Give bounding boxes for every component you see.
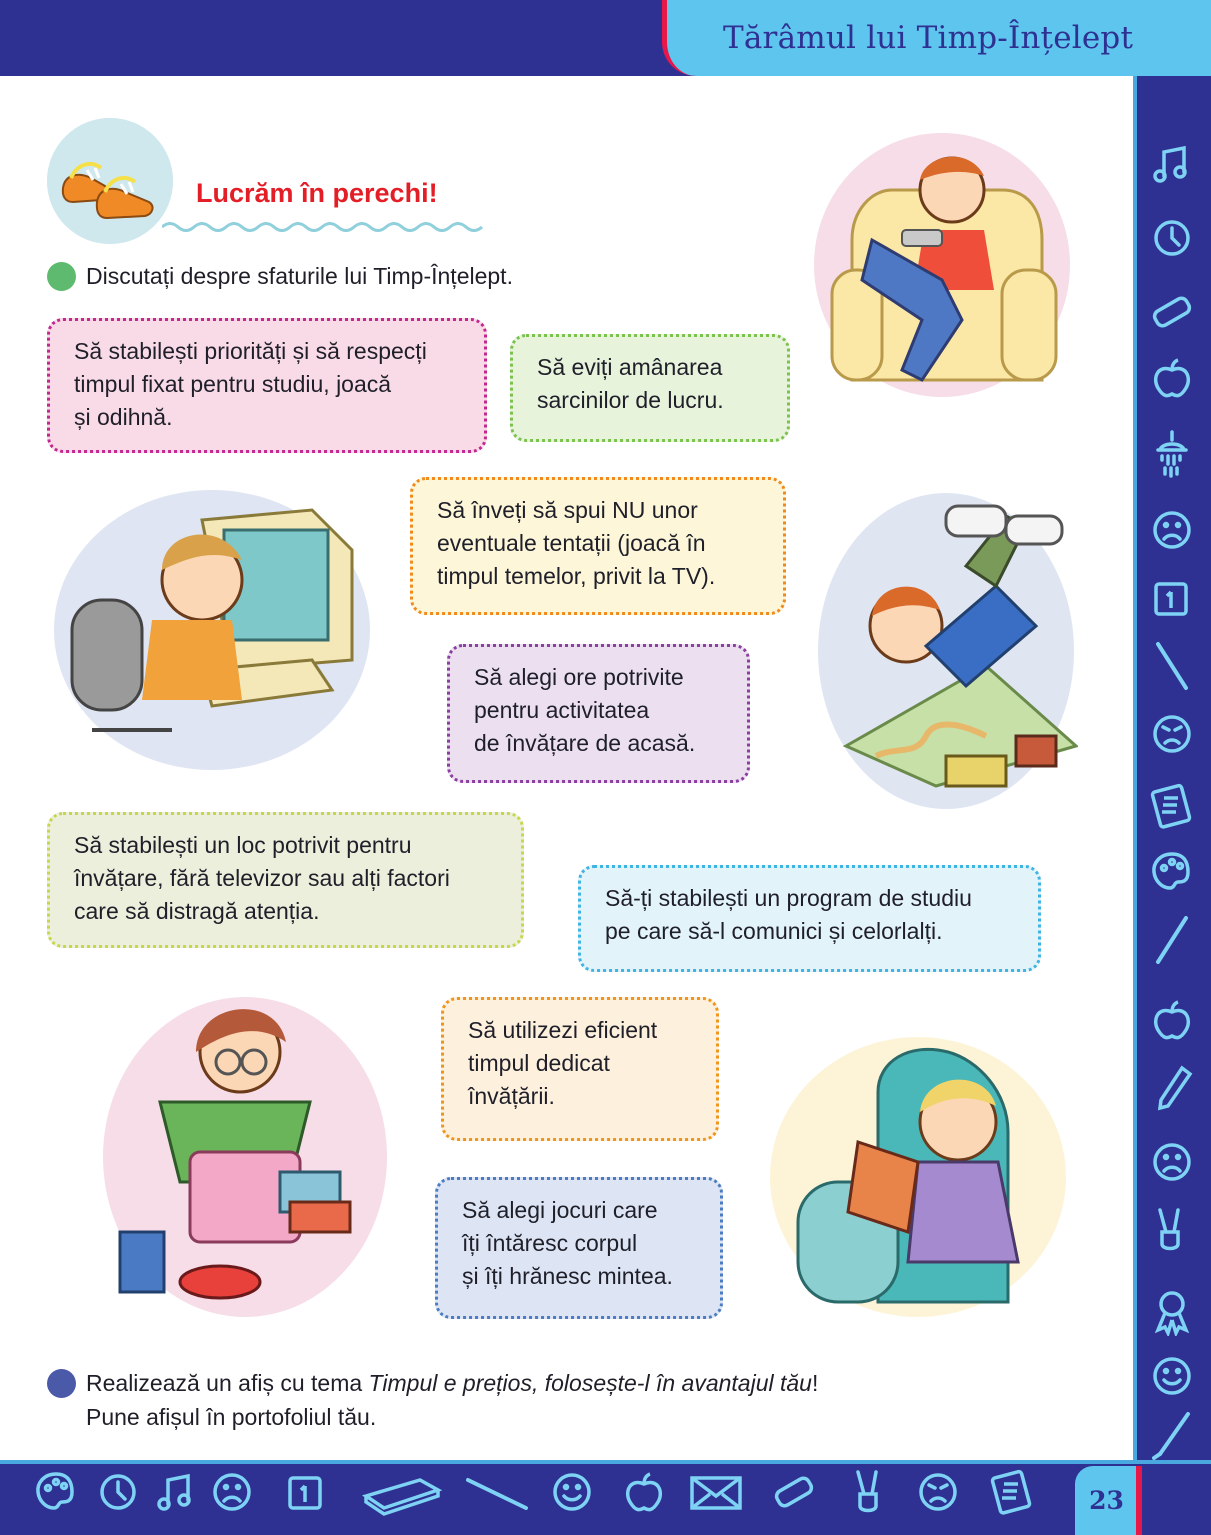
- poster-task-line-2: Pune afișul în portofoliul tău.: [86, 1404, 377, 1430]
- pencil-icon: [1146, 1062, 1198, 1114]
- book-icon-bottom: [360, 1466, 444, 1518]
- poster-task-line-1: [86, 1366, 818, 1400]
- soap-icon: [1146, 286, 1198, 338]
- shoes-badge: [47, 118, 173, 244]
- advice-box-say-no: Să înveți să spui NU unor eventuale tentații (joacă în timpul temelor, privit la TV).: [410, 477, 786, 615]
- advice-box-study-hours: Să alegi ore potrivite pentru activitatea de învățare de acasă.: [447, 644, 750, 783]
- poster-task-prefix: Realizează un afiș cu tema: [86, 1370, 369, 1396]
- clock-icon: [1146, 212, 1198, 264]
- toothbrush-icon-bottom: [462, 1466, 532, 1518]
- palette-icon: [1146, 846, 1198, 898]
- advice-box-procrastination: Să eviți amânarea sarcinilor de lucru.: [510, 334, 790, 442]
- notebook-icon-bottom: [986, 1466, 1038, 1518]
- palette-icon-bottom: [30, 1466, 82, 1518]
- calendar-icon: [1146, 572, 1198, 624]
- blue-bullet: [47, 1369, 76, 1398]
- header-tab: [662, 0, 1211, 76]
- advice-box-study-place: Să stabilești un loc potrivit pentru învățare, fără televizor sau alți factori care să distragă atenția.: [47, 812, 524, 948]
- boy-reading-illustration: [768, 1032, 1070, 1322]
- sad-face-icon-bottom: [206, 1466, 258, 1518]
- advice-box-efficient-time: Să utilizezi eficient timpul dedicat învățării.: [441, 997, 719, 1141]
- poster-task-suffix: !: [811, 1370, 819, 1396]
- happy-face-icon-bottom: [546, 1466, 598, 1518]
- happy-face-icon: [1146, 1350, 1198, 1402]
- calendar-icon-bottom: [280, 1466, 332, 1518]
- advice-box-priorities: Să stabilești priorități și să respecți timpul fixat pentru studiu, joacă și odihnă.: [47, 318, 487, 453]
- boy-armchair-remote-illustration: [812, 130, 1074, 400]
- toothbrush-icon: [1146, 640, 1198, 692]
- shoes-icon: [47, 118, 173, 244]
- green-bullet: [47, 262, 76, 291]
- music-note-icon-bottom: [150, 1466, 202, 1518]
- page-number: 23: [1075, 1466, 1138, 1535]
- boy-map-illustration: [816, 486, 1078, 811]
- music-note-icon: [1146, 138, 1198, 190]
- apple-icon-bottom: [618, 1466, 670, 1518]
- shower-icon: [1146, 428, 1198, 480]
- discuss-instruction: Discutați despre sfaturile lui Timp-Înțelept.: [86, 263, 513, 289]
- soap-icon-bottom: [768, 1466, 820, 1518]
- clock-icon-bottom: [92, 1466, 144, 1518]
- medal-icon: [1146, 1284, 1198, 1336]
- girl-schoolbag-illustration: [100, 992, 392, 1322]
- apple-icon-2: [1146, 994, 1198, 1046]
- angry-face-icon: [1146, 708, 1198, 760]
- peace-hand-icon: [1146, 1204, 1198, 1256]
- sad-face-icon: [1146, 504, 1198, 556]
- angry-face-icon-bottom: [912, 1466, 964, 1518]
- apple-icon: [1146, 352, 1198, 404]
- flute-icon: [1146, 914, 1198, 966]
- advice-box-program: Să-ți stabilești un program de studiu pe care să-l comunici și celorlalți.: [578, 865, 1041, 972]
- brush-icon: [1146, 1410, 1198, 1462]
- notebook-icon: [1146, 780, 1198, 832]
- envelope-icon-bottom: [688, 1466, 744, 1518]
- girl-computer-illustration: [52, 490, 374, 775]
- crying-face-icon: [1146, 1136, 1198, 1188]
- section-title: Lucrăm în perechi!: [196, 178, 438, 208]
- poster-theme: Timpul e prețios, folosește-l în avantajul tău: [368, 1370, 812, 1396]
- title-wave-underline: [162, 220, 484, 234]
- peace-hand-icon-bottom: [844, 1466, 896, 1518]
- page-header-title: Tărâmul lui Timp-Înțelept: [723, 20, 1134, 56]
- advice-box-games: Să alegi jocuri care îți întăresc corpul și îți hrănesc mintea.: [435, 1177, 723, 1319]
